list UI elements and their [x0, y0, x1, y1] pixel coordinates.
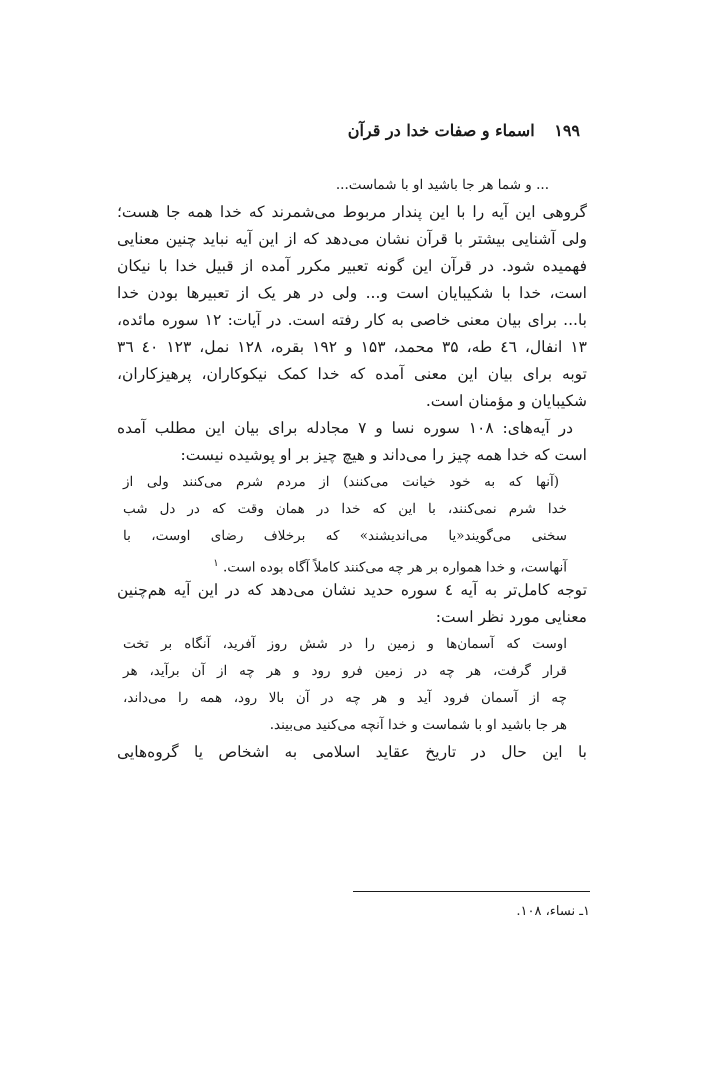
text-line	[117, 199, 587, 226]
text-line	[117, 361, 587, 388]
line-text: توبه برای بیان این معنی آمده که خدا کمک نیکوکاران، پرهیزکاران،	[117, 365, 587, 383]
text-line	[117, 469, 587, 496]
line-text: خدا شرم نمی‌کنند، با این که خدا در همان وقت که در دل شب	[123, 501, 567, 517]
footnote: ۱ـ نساء، ۱۰۸.	[516, 904, 590, 919]
text-line	[117, 577, 587, 604]
text-line	[117, 685, 587, 712]
line-text: است، خدا با شکیبایان است و... ولی در هر یک از تعبیرها بودن خدا	[117, 284, 587, 302]
line-text: ... و شما هر جا باشید او با شماست...	[335, 177, 549, 193]
page-number: ۱۹۹	[554, 121, 580, 140]
text-line	[117, 604, 587, 631]
text-line	[117, 253, 587, 280]
line-text: فهمیده شود. در قرآن این گونه تعبیر مکرر آمده از قبیل خدا با نیکان	[117, 257, 587, 275]
line-text: آنهاست، و خدا همواره بر هر چه می‌کنند کاملاً آگاه بوده است.	[222, 559, 567, 576]
text-line	[117, 550, 587, 577]
line-text: گروهی این آیه را با این پندار مربوط می‌شمرند که خدا همه جا هست؛	[117, 203, 587, 221]
line-text: ۱۳ انفال، ٤٦ طه، ۳۵ محمد، ۱۵۳ و ۱۹۲ بقره، ۱۲۸ نمل، ۱۲۳ ٤۰ ۳٦	[117, 338, 587, 356]
line-text: قرار گرفت، هر چه در زمین فرو رود و هر چه از آن برآید، هر	[123, 663, 567, 679]
line-text: در آیه‌های: ۱۰۸ سوره نسا و ۷ مجادله برای بیان این مطلب آمده	[117, 419, 573, 437]
running-title: اسماء و صفات خدا در قرآن	[347, 121, 535, 140]
text-line	[117, 172, 587, 199]
line-text: ولی آشنایی بیشتر با قرآن نشان می‌دهد که از این آیه نباید چنین معنایی	[117, 230, 587, 248]
line-text: (آنها که به خود خیانت می‌کنند) از مردم شرم می‌کنند ولی از	[123, 474, 559, 490]
text-line	[117, 442, 587, 469]
text-line	[117, 658, 587, 685]
footnote-divider	[353, 891, 590, 892]
running-header	[120, 121, 580, 140]
line-text: اوست که آسمان‌ها و زمین را در شش روز آفرید، آنگاه بر تخت	[123, 636, 567, 652]
body-text	[117, 172, 587, 766]
text-line	[117, 280, 587, 307]
line-text: است که خدا همه چیز را می‌داند و هیچ چیز بر او پوشیده نیست:	[180, 446, 587, 464]
text-line	[117, 631, 587, 658]
text-line	[117, 712, 587, 739]
text-line	[117, 334, 587, 361]
line-text: معنایی مورد نظر است:	[435, 608, 587, 626]
text-line	[117, 739, 587, 766]
line-text: هر جا باشید او با شماست و خدا آنچه می‌کنید می‌بیند.	[269, 717, 567, 733]
text-line	[117, 388, 587, 415]
text-line	[117, 226, 587, 253]
line-text: شکیبایان و مؤمنان است.	[425, 392, 587, 410]
footnote-marker: ۱	[213, 558, 219, 569]
text-line	[117, 415, 587, 442]
line-text: چه از آسمان فرود آید و هر چه در آن بالا رود، همه را می‌داند،	[123, 690, 567, 706]
line-text: با... برای بیان معنی خاصی به کار رفته است. در آیات: ۱۲ سوره مائده،	[117, 311, 587, 329]
text-line	[117, 523, 587, 550]
line-text: توجه کامل‌تر به آیه ٤ سوره حدید نشان می‌دهد که در این آیه هم‌چنین	[117, 581, 587, 599]
text-line	[117, 496, 587, 523]
text-line	[117, 307, 587, 334]
line-text: سخنی می‌گویند«یا می‌اندیشند» که برخلاف رضای اوست، با	[123, 528, 567, 544]
line-text: با این حال در تاریخ عقاید اسلامی به اشخاص یا گروه‌هایی	[117, 743, 587, 761]
